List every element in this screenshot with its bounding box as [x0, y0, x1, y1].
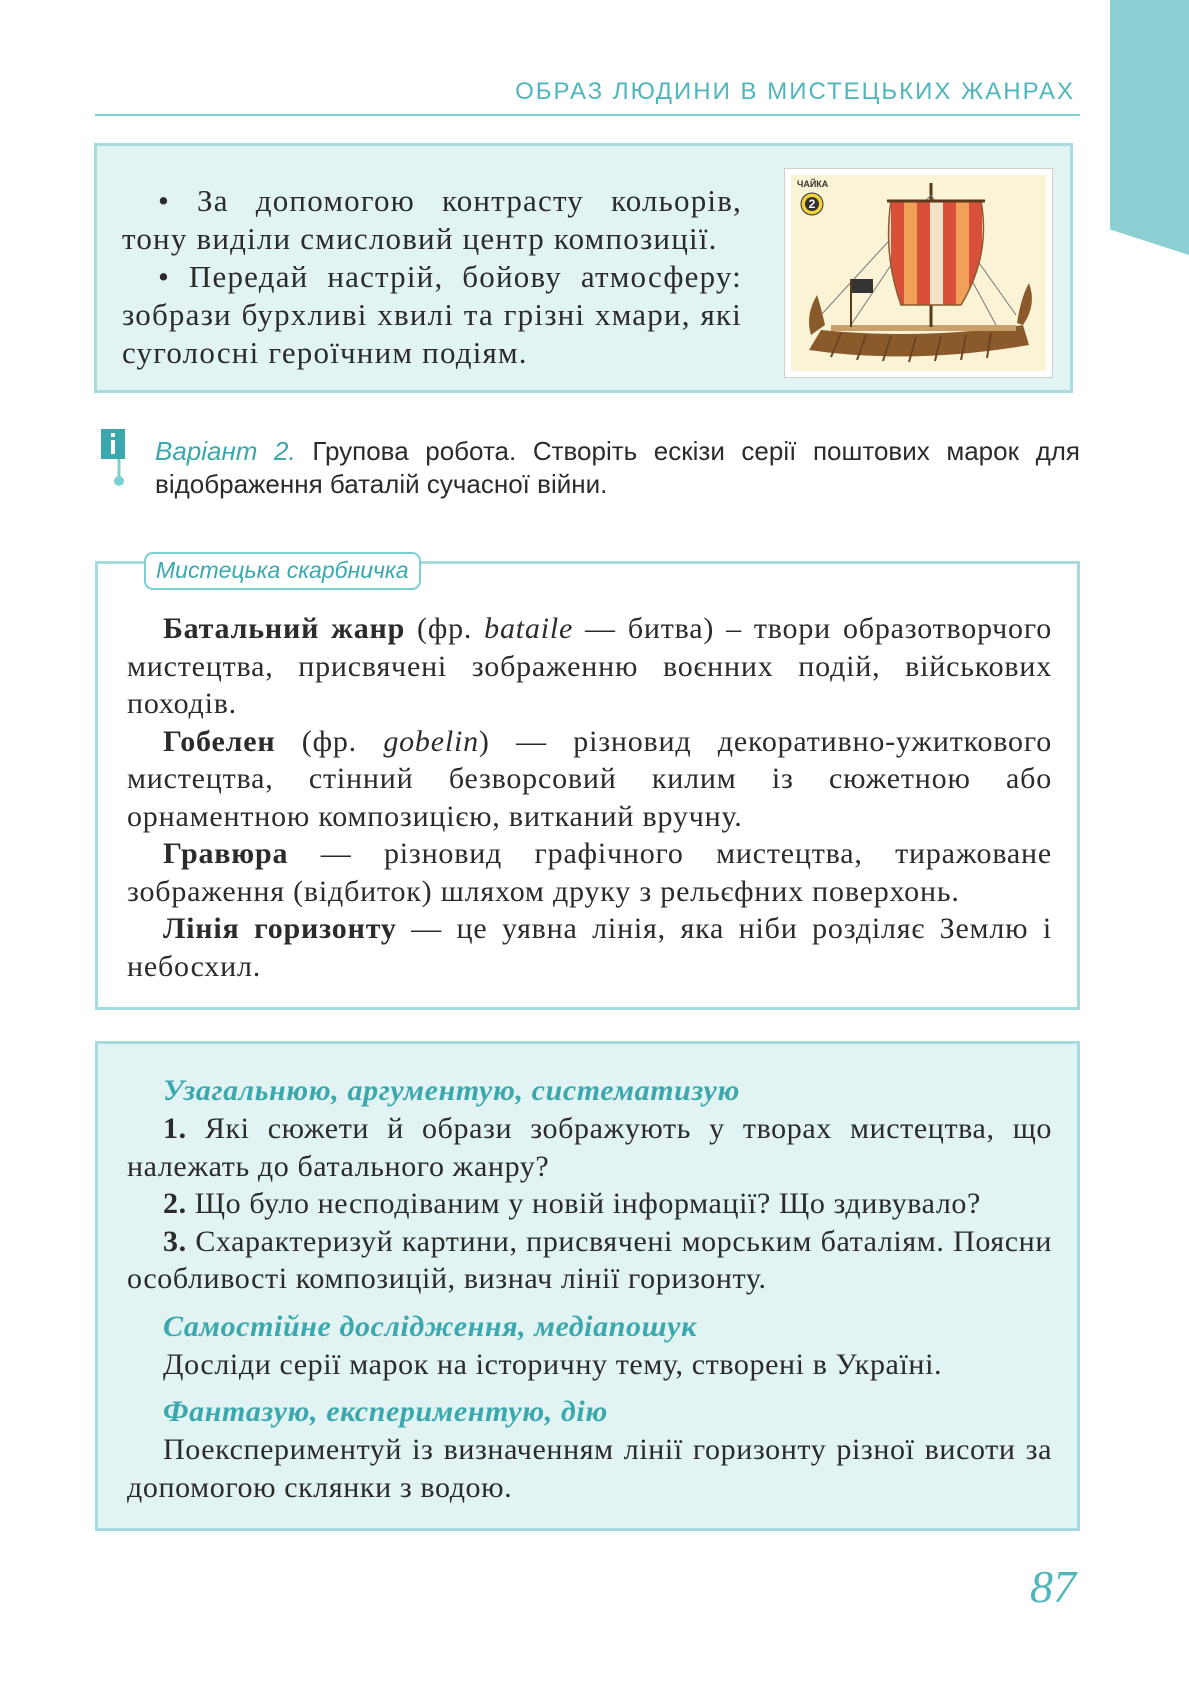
viking-ship-stamp: [785, 169, 1052, 377]
question-number: 1.: [163, 1112, 187, 1145]
task-instructions: [122, 182, 742, 372]
summary-content: [127, 1072, 1052, 1506]
running-title: ОБРАЗ ЛЮДИНИ В МИСТЕЦЬКИХ ЖАНРАХ: [515, 78, 1075, 105]
heading-research: Самостійне дослідження, медіапошук: [163, 1309, 697, 1343]
art-treasury-label: Мистецька скарбничка: [144, 552, 421, 590]
task-box: [94, 143, 1073, 393]
variant-2-text: [155, 435, 1080, 501]
header-divider: [95, 114, 1080, 116]
task-bullet-contrast: • За допомогою контрасту кольорів, тону виділи смисловий центр композиції.: [122, 183, 742, 256]
variant-description: Групова робота. Створіть ескізи серії поштових марок для відображення баталій сучасної війни.: [155, 436, 1080, 499]
question-1: [127, 1110, 1052, 1185]
stamp-value: 2: [808, 197, 816, 211]
glossary-definition: — це уявна лінія, яка ніби розділяє Землю і небосхил.: [127, 912, 1052, 983]
glossary-term: Гравюра: [163, 837, 289, 870]
stamp-name: ЧАЙКА: [797, 179, 829, 189]
question-number: 3.: [163, 1224, 187, 1258]
question-number: 2.: [163, 1187, 187, 1220]
variant-label: Варіант 2.: [155, 436, 296, 466]
glossary-origin: (фр.: [405, 612, 485, 645]
glossary-definition: ) — різновид декоративно-ужиткового мистецтва, стінний безворсовий килим із сюжетною або орнаментною композицією, витканий вручну.: [127, 724, 1052, 833]
glossary-origin-word: gobelin: [383, 724, 479, 758]
page-number: 87: [1030, 1561, 1076, 1612]
task-bullet-mood: • Передай настрій, бойову атмосферу: зобрази бурхливі хвилі та грізні хмари, які суголосні героїчним подіям.: [122, 259, 742, 370]
question-text: Які сюжети й образи зображують у творах мистецтва, що належать до батального жанру?: [127, 1112, 1052, 1183]
glossary-term: Лінія горизонту: [163, 912, 397, 945]
art-treasury-box: [95, 557, 1080, 1010]
glossary: [127, 610, 1052, 985]
glossary-term: Батальний жанр: [163, 612, 406, 645]
glossary-term: Гобелен: [163, 724, 276, 758]
glossary-entry-gobelin: [127, 723, 1052, 836]
question-2: [127, 1185, 1052, 1223]
info-flag-icon: [95, 429, 135, 489]
variant-2-task: [95, 429, 1085, 519]
viking-ship-illustration: [791, 175, 1046, 371]
heading-experiment: Фантазую, експериментую, дію: [163, 1395, 608, 1428]
glossary-entry-battle-genre: [127, 610, 1052, 723]
glossary-entry-horizon-line: [127, 910, 1052, 985]
experiment-task: Поекспериментуй із визначенням лінії горизонту різної висоти за допомогою склянки з водою.: [127, 1433, 1052, 1504]
question-text: Що було несподіваним у новій інформації? Що здивувало?: [186, 1187, 981, 1220]
glossary-entry-engraving: [127, 835, 1052, 910]
glossary-definition: — битва) – твори образотворчого мистецтва, присвячені зображенню воєнних подій, військових походів.: [127, 612, 1052, 720]
question-3: [127, 1223, 1052, 1298]
summary-box: [95, 1041, 1080, 1531]
glossary-definition: — різновид графічного мистецтва, тиражоване зображення (відбиток) шляхом друку з рельєфних поверхонь.: [127, 837, 1052, 908]
research-task: Досліди серії марок на історичну тему, створені в Україні.: [163, 1347, 943, 1381]
question-text: Схарактеризуй картини, присвячені морським баталіям. Поясни особливості композицій, визнач лінії горизонту.: [127, 1224, 1052, 1295]
glossary-origin-word: bataile: [484, 612, 574, 645]
heading-generalize: Узагальнюю, аргументую, систематизую: [163, 1074, 740, 1107]
page-edge-tab: [1110, 0, 1189, 255]
glossary-origin: (фр.: [275, 724, 384, 758]
